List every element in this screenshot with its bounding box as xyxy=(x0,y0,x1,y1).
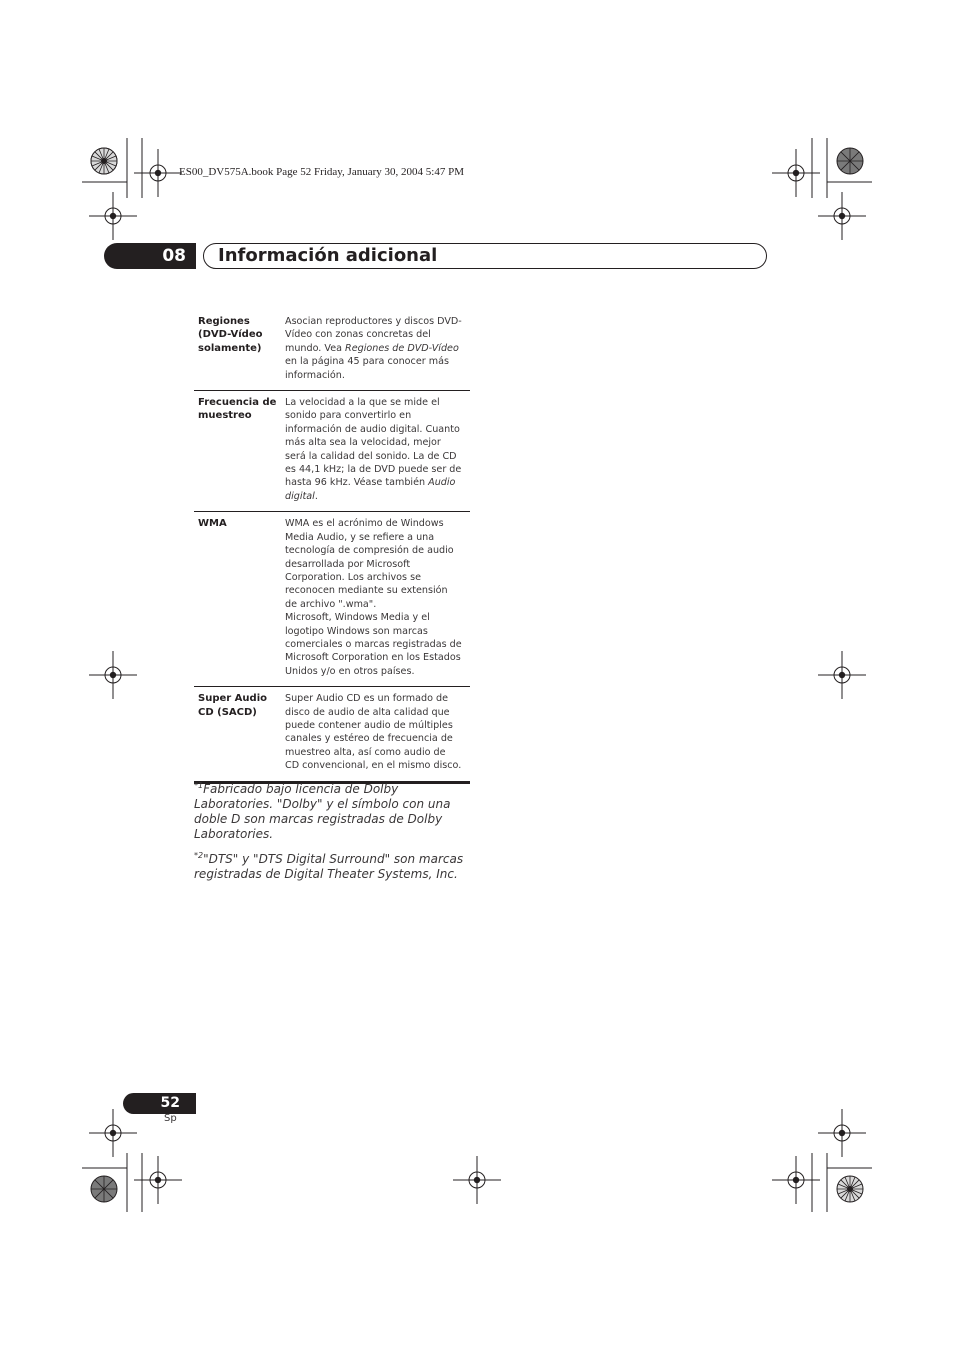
chapter-title-box xyxy=(203,243,767,269)
glossary-definition: Asocian reproductores y discos DVD-Vídeo con zonas concretas del mundo. Vea Regiones de DVD-Vídeo en la página 45 para conocer más información. xyxy=(285,316,462,381)
glossary-definition: La velocidad a la que se mide el sonido para convertirlo en información de audio digital. Cuanto más alta sea la velocidad, mejor será la calidad del sonido. La de CD es 44,1 kHz; la de DVD puede ser de hasta 96 kHz. Véase también Audio digital. xyxy=(285,397,462,502)
glossary-definition: WMA es el acrónimo de Windows Media Audio, y se refiere a una tecnología de compresión de audio desarrollada por Microsoft Corporation. Los archivos se reconocen mediante su extensión de archivo ".wma". Microsoft, Windows Media y el logotipo Windows son marcas comerciales o marcas registradas de Microsoft Corporation en los Estados Unidos y/o en otros países. xyxy=(285,518,462,677)
page-language: Sp xyxy=(164,1113,177,1124)
footnote: $^{*2}$"DTS" y "DTS Digital Surround" son marcas registradas de Digital Theater Systems, Inc. xyxy=(194,851,464,881)
chapter-title: Información adicional xyxy=(218,245,438,266)
page-number: 52 xyxy=(160,1095,180,1111)
glossary-term: Frecuencia de muestreo xyxy=(198,397,277,422)
glossary-term: WMA xyxy=(198,518,227,530)
glossary-definition: Super Audio CD es un formado de disco de audio de alta calidad que puede contener audio de múltiples canales y estéreo de frecuencia de muestreo alta, así como audio de CD convencional, en el mismo disco. xyxy=(285,693,462,772)
chapter-number: 08 xyxy=(162,246,186,266)
glossary-entry xyxy=(194,391,470,512)
glossary-table xyxy=(194,309,470,784)
footnote: $^{*1}$Fabricado bajo licencia de Dolby Laboratories. "Dolby" y el símbolo con una doble D son marcas registradas de Dolby Laboratories. xyxy=(194,781,451,841)
chapter-badge xyxy=(104,243,196,269)
glossary-term: Regiones (DVD-Vídeo solamente) xyxy=(198,316,263,354)
print-info-header: ES00_DV575A.book Page 52 Friday, January 30, 2004 5:47 PM xyxy=(179,166,464,178)
page-number-badge xyxy=(123,1093,196,1114)
footnotes xyxy=(194,778,479,888)
glossary-entry xyxy=(194,687,470,783)
glossary-term: Super Audio CD (SACD) xyxy=(198,693,267,718)
glossary-entry xyxy=(194,512,470,687)
glossary-entry xyxy=(194,309,470,391)
